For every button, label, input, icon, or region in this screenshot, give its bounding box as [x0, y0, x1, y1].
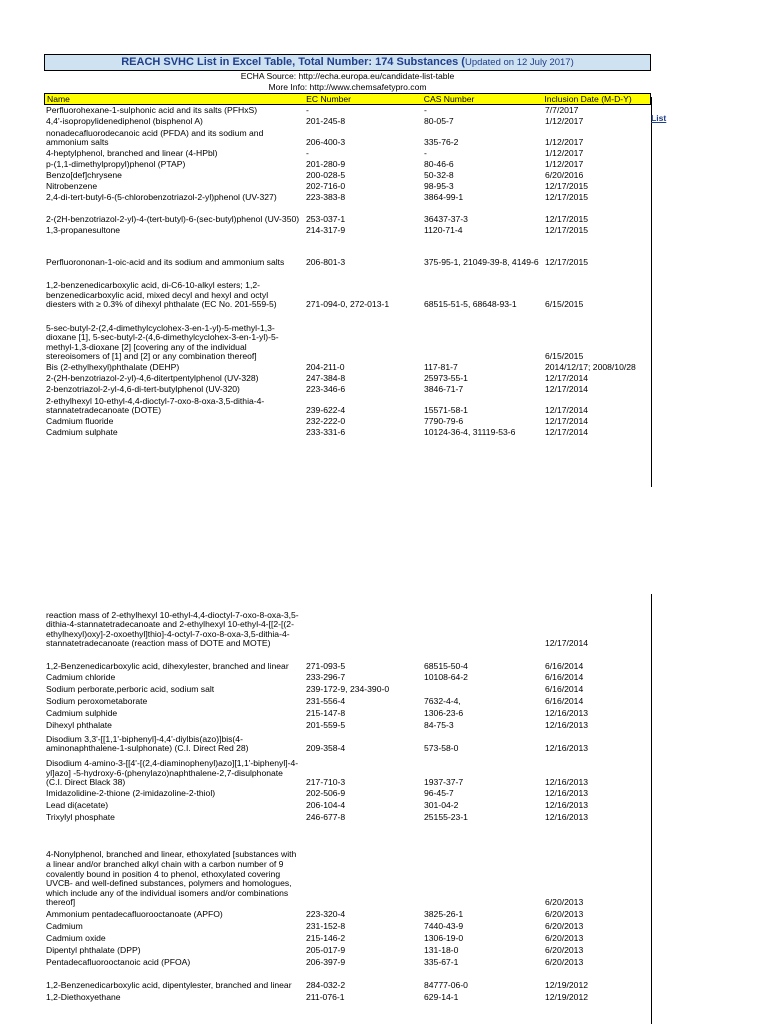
table-row: [44, 105, 651, 116]
cell-ec: 201-559-5: [306, 720, 346, 731]
table-row: [44, 695, 651, 707]
more-info-line: More Info: http://www.chemsafetypro.com: [268, 82, 427, 92]
list-link[interactable]: List: [651, 113, 667, 123]
table-row: [44, 225, 651, 236]
cell-cas: 1306-19-0: [424, 934, 464, 944]
cell-name: Cadmium fluoride: [46, 416, 114, 427]
cell-cas: 3864-99-1: [424, 193, 464, 203]
cell-ec: 247-384-8: [306, 373, 346, 384]
cell-ec: 201-280-9: [306, 159, 346, 170]
cell-cas: 68515-51-5, 68648-93-1: [424, 300, 517, 310]
table-row: [44, 310, 651, 362]
table-row: [44, 823, 651, 908]
cell-name: Cadmium sulphate: [46, 427, 118, 438]
table-row: [44, 362, 651, 373]
cell-name: Trixylyl phosphate: [46, 812, 115, 823]
sheet-title: [44, 54, 651, 71]
cell-date: 12/17/2015: [545, 257, 589, 268]
cell-ec: 271-094-0, 272-013-1: [306, 299, 390, 310]
cell-ec: 284-032-2: [306, 980, 346, 991]
table-row: [44, 384, 651, 395]
cell-cas: -: [424, 106, 427, 116]
table-row: [44, 683, 651, 695]
cell-name: Cadmium: [46, 921, 83, 932]
cell-cas: 3846-71-7: [424, 385, 464, 395]
header-cas: CAS Number: [423, 94, 475, 104]
cell-date: 1/12/2017: [545, 159, 584, 170]
cell-cas: 7790-79-6: [424, 417, 464, 427]
cell-cas: 131-18-0: [424, 946, 459, 956]
table-row: [44, 192, 651, 203]
cell-ec: 239-172-9, 234-390-0: [306, 684, 390, 695]
table-row: [44, 719, 651, 731]
cell-ec: 206-400-3: [306, 137, 346, 148]
cell-ec: 215-147-8: [306, 708, 346, 719]
table-row: [44, 944, 651, 956]
cell-date: 6/20/2013: [545, 909, 584, 920]
cell-cas: 1306-23-6: [424, 709, 464, 719]
cell-date: 12/17/2014: [545, 427, 589, 438]
cell-ec: 223-383-8: [306, 192, 346, 203]
table-row: [44, 799, 651, 811]
cell-date: 1/12/2017: [545, 116, 584, 127]
cell-cas: 629-14-1: [424, 993, 459, 1003]
cell-date: 12/16/2013: [545, 788, 589, 799]
table-row: [44, 991, 651, 1003]
cell-ec: 253-037-1: [306, 214, 346, 225]
cell-ec: 217-710-3: [306, 777, 346, 788]
cell-cas: 335-76-2: [424, 138, 459, 148]
cell-date: 12/19/2012: [545, 992, 589, 1003]
table-row: [44, 170, 651, 181]
cell-date: 12/16/2013: [545, 812, 589, 823]
cell-date: 6/20/2013: [545, 921, 584, 932]
table-row: [44, 811, 651, 823]
table-row: [44, 395, 651, 416]
cell-name: Cadmium chloride: [46, 672, 116, 683]
title-close: ): [570, 57, 574, 68]
cell-ec: 204-211-0: [306, 362, 345, 373]
cell-name: Lead di(acetate): [46, 800, 109, 811]
cell-name: 1,3-propanesultone: [46, 225, 121, 236]
cell-ec: 239-622-4: [306, 405, 346, 416]
table-row: [44, 788, 651, 799]
table-row: [44, 159, 651, 170]
cell-cas: 84777-06-0: [424, 981, 468, 991]
table-row: [44, 427, 651, 438]
cell-name: Cadmium sulphide: [46, 708, 118, 719]
cell-name: Perfluorohexane-1-sulphonic acid and its salts (PFHxS): [46, 105, 258, 116]
cell-name: Nitrobenzene: [46, 181, 98, 192]
table-row: [44, 116, 651, 127]
cell-ec: 214-317-9: [306, 225, 346, 236]
cell-date: 12/16/2013: [545, 708, 589, 719]
table-row: [44, 932, 651, 944]
cell-cas: 3825-26-1: [424, 910, 464, 920]
cell-date: 12/17/2015: [545, 214, 589, 225]
cell-name: 2-(2H-benzotriazol-2-yl)-4,6-ditertpentylphenol (UV-328): [46, 373, 259, 384]
sheet-page-1: [44, 54, 651, 438]
cell-date: 6/20/2013: [545, 957, 584, 968]
cell-name: Disodium 3,3'-[[1,1'-biphenyl]-4,4'-diylbis(azo)]bis(4-aminonaphthalene-1-sulphonate) (C.I. Direct Red 28): [46, 733, 249, 754]
header-name: Name: [47, 94, 70, 104]
cell-cas: 98-95-3: [424, 182, 454, 192]
cell-name: 1,2-Benzenedicarboxylic acid, dipentylester, branched and linear: [46, 980, 292, 991]
cell-name: 4,4'-isopropylidenediphenol (bisphenol A): [46, 116, 203, 127]
cell-ec: 233-331-6: [306, 427, 346, 438]
cell-cas: 80-05-7: [424, 117, 454, 127]
cell-cas: 96-45-7: [424, 789, 454, 799]
table-row: [44, 236, 651, 268]
cell-date: 2014/12/17; 2008/10/28: [545, 362, 636, 373]
cell-ec: 205-017-9: [306, 945, 346, 956]
cell-date: 6/15/2015: [545, 299, 584, 310]
cell-name: Dipentyl phthalate (DPP): [46, 945, 141, 956]
table-row: [44, 649, 651, 672]
cell-cas: 375-95-1, 21049-39-8, 4149-6: [424, 258, 539, 268]
table-row: [44, 416, 651, 427]
table-header: [44, 93, 651, 105]
cell-ec: -: [306, 148, 309, 159]
cell-cas: 1120-71-4: [424, 226, 463, 236]
cell-cas: 15571-58-1: [424, 406, 468, 416]
cell-ec: -: [306, 105, 309, 116]
cell-name: 2-benzotriazol-2-yl-4,6-di-tert-butylphenol (UV-320): [46, 384, 240, 395]
cell-cas: 80-46-6: [424, 160, 454, 170]
table-row: [44, 754, 651, 788]
cell-ec: 271-093-5: [306, 661, 346, 672]
cell-name: Benzo[def]chrysene: [46, 170, 122, 181]
cell-cas: 10124-36-4, 31119-53-6: [424, 428, 516, 438]
source-line: ECHA Source: http://echa.europa.eu/candidate-list-table: [240, 71, 455, 81]
cell-ec: 246-677-8: [306, 812, 346, 823]
cell-ec: 231-152-8: [306, 921, 346, 932]
cell-date: 12/19/2012: [545, 980, 589, 991]
cell-cas: -: [424, 149, 427, 159]
cell-date: 6/20/2016: [545, 170, 584, 181]
cell-ec: 231-556-4: [306, 696, 346, 707]
cell-ec: 233-296-7: [306, 672, 346, 683]
cell-date: 12/17/2015: [545, 225, 589, 236]
cell-name: 2-ethylhexyl 10-ethyl-4,4-dioctyl-7-oxo-8-oxa-3,5-dithia-4-stannatetradecanoate (DOTE): [46, 395, 265, 416]
cell-ec: 202-506-9: [306, 788, 346, 799]
cell-date: 12/17/2015: [545, 181, 589, 192]
cell-date: 6/20/2013: [545, 897, 584, 908]
cell-cas: 10108-64-2: [424, 673, 468, 683]
column-border: [651, 97, 652, 487]
table-row: [44, 672, 651, 683]
cell-name: Pentadecafluorooctanoic acid (PFOA): [46, 957, 191, 968]
table-row: [44, 920, 651, 932]
cell-name: 1,2-benzenedicarboxylic acid, di-C6-10-alkyl esters; 1,2-benzenedicarboxylic acid, mixed decyl and hexyl and octyl diesters with ≥ 0.3% of dihexyl phthalate (EC No. 201-559-5): [46, 280, 277, 310]
header-ec: EC Number: [306, 94, 352, 104]
cell-name: p-(1,1-dimethylpropyl)phenol (PTAP): [46, 159, 186, 170]
cell-cas: 301-04-2: [424, 801, 459, 811]
cell-date: 12/16/2013: [545, 720, 589, 731]
cell-cas: 573-58-0: [424, 744, 459, 754]
header-date: Inclusion Date (M-D-Y): [544, 94, 632, 104]
cell-ec: 201-245-8: [306, 116, 346, 127]
cell-date: 6/16/2014: [545, 672, 584, 683]
cell-ec: 232-222-0: [306, 416, 346, 427]
title-main: REACH SVHC List in Excel Table, Total Number: 174 Substances (: [121, 56, 465, 68]
sheet-page-2: [44, 597, 651, 1003]
cell-date: 6/15/2015: [545, 351, 584, 362]
cell-cas: 335-67-1: [424, 958, 459, 968]
table-row: [44, 597, 651, 649]
cell-cas: 25973-55-1: [424, 374, 468, 384]
table-row: [44, 268, 651, 310]
table-row: [44, 127, 651, 148]
cell-date: 12/17/2014: [545, 373, 589, 384]
cell-name: reaction mass of 2-ethylhexyl 10-ethyl-4,4-dioctyl-7-oxo-8-oxa-3,5-dithia-4-stannatetradecanoate and 2-ethylhexyl 10-ethyl-4-[[2-[(2-ethylhexyl)oxy]-2-oxoethyl]thio]-4-octyl-7-oxo-8-oxa-3,5-dithia-4-stannatetradecanoate (reaction mass of DOTE and MOTE): [46, 609, 299, 649]
cell-date: 7/7/2017: [545, 105, 579, 116]
table-row: [44, 908, 651, 920]
cell-cas: 117-81-7: [424, 363, 458, 373]
cell-date: 1/12/2017: [545, 137, 584, 148]
cell-date: 12/17/2014: [545, 384, 589, 395]
cell-date: 12/16/2013: [545, 777, 589, 788]
cell-date: 6/16/2014: [545, 696, 584, 707]
cell-date: 1/12/2017: [545, 148, 584, 159]
cell-name: Ammonium pentadecafluorooctanoate (APFO): [46, 909, 223, 920]
cell-ec: 211-076-1: [306, 992, 345, 1003]
cell-cas: 7440-43-9: [424, 922, 464, 932]
table-row: [44, 731, 651, 754]
cell-date: 12/17/2014: [545, 638, 589, 649]
cell-cas: 84-75-3: [424, 721, 454, 731]
cell-name: Bis (2-ethylhexyl)phthalate (DEHP): [46, 362, 180, 373]
table-row: [44, 956, 651, 968]
cell-ec: 206-397-9: [306, 957, 346, 968]
title-updated: Updated on 12 July 2017: [464, 57, 571, 68]
cell-cas: 25155-23-1: [424, 813, 468, 823]
cell-cas: 50-32-8: [424, 171, 454, 181]
cell-date: 12/17/2014: [545, 416, 589, 427]
cell-date: 12/17/2014: [545, 405, 589, 416]
cell-date: 6/16/2014: [545, 661, 584, 672]
table-row: [44, 968, 651, 991]
cell-name: 5-sec-butyl-2-(2,4-dimethylcyclohex-3-en-1-yl)-5-methyl-1,3-dioxane [1], 5-sec-butyl-2-(4,6-dimethylcyclohex-3-en-1-yl)-5-methyl-1,3-dioxane [2] [covering any of the individual stereoisomers of [1] and [2] or any combination thereof]: [46, 322, 279, 362]
cell-name: 2,4-di-tert-butyl-6-(5-chlorobenzotriazol-2-yl)phenol (UV-327): [46, 192, 277, 203]
cell-cas: 68515-50-4: [424, 662, 468, 672]
table-body-page-1: [44, 105, 651, 438]
cell-name: 1,2-Benzenedicarboxylic acid, dihexylester, branched and linear: [46, 661, 289, 672]
cell-name: Cadmium oxide: [46, 933, 106, 944]
table-row: [44, 181, 651, 192]
table-row: [44, 707, 651, 719]
cell-name: Disodium 4-amino-3-[[4'-[(2,4-diaminophenyl)azo][1,1'-biphenyl]-4-yl]azo] -5-hydroxy-6-(phenylazo)naphthalene-2,7-disulphonate (C.I. Direct Black 38): [46, 758, 299, 788]
cell-date: 6/20/2013: [545, 945, 584, 956]
column-border: [651, 594, 652, 1024]
cell-name: 1,2-Diethoxyethane: [46, 992, 121, 1003]
cell-ec: 202-716-0: [306, 181, 346, 192]
cell-date: 12/16/2013: [545, 743, 589, 754]
cell-date: 6/16/2014: [545, 684, 584, 695]
cell-ec: 223-320-4: [306, 909, 346, 920]
table-row: [44, 203, 651, 225]
cell-ec: 209-358-4: [306, 743, 346, 754]
table-row: [44, 148, 651, 159]
cell-name: Sodium perborate,perboric acid, sodium salt: [46, 684, 215, 695]
cell-ec: 223-346-6: [306, 384, 346, 395]
cell-date: 12/17/2015: [545, 192, 589, 203]
table-row: [44, 373, 651, 384]
cell-name: nonadecafluorodecanoic acid (PFDA) and its sodium and ammonium salts: [46, 127, 264, 148]
cell-name: Dihexyl phthalate: [46, 720, 112, 731]
cell-cas: 36437-37-3: [424, 215, 468, 225]
cell-ec: 215-146-2: [306, 933, 346, 944]
cell-name: Imidazolidine-2-thione (2-imidazoline-2-thiol): [46, 788, 216, 799]
cell-name: 4-heptylphenol, branched and linear (4-HPbl): [46, 148, 218, 159]
cell-name: Sodium peroxometaborate: [46, 696, 148, 707]
cell-name: Perfluorononan-1-oic-acid and its sodium and ammonium salts: [46, 257, 285, 268]
cell-name: 4-Nonylphenol, branched and linear, ethoxylated [substances with a linear and/or branched alkyl chain with a carbon number of 9 covalently bound in position 4 to phenol, ethoxylated covering UVCB- and well-defined substances, polymers and homologues, which include any of the individual isomers and/or combinations thereof]: [46, 849, 297, 908]
cell-cas: 7632-4-4,: [424, 697, 461, 707]
cell-ec: 206-801-3: [306, 257, 346, 268]
table-body-page-2: [44, 597, 651, 1003]
cell-ec: 200-028-5: [306, 170, 346, 181]
cell-date: 6/20/2013: [545, 933, 584, 944]
cell-name: 2-(2H-benzotriazol-2-yl)-4-(tert-butyl)-6-(sec-butyl)phenol (UV-350): [46, 214, 300, 225]
cell-date: 12/16/2013: [545, 800, 589, 811]
cell-cas: 1937-37-7: [424, 778, 464, 788]
cell-ec: 206-104-4: [306, 800, 346, 811]
